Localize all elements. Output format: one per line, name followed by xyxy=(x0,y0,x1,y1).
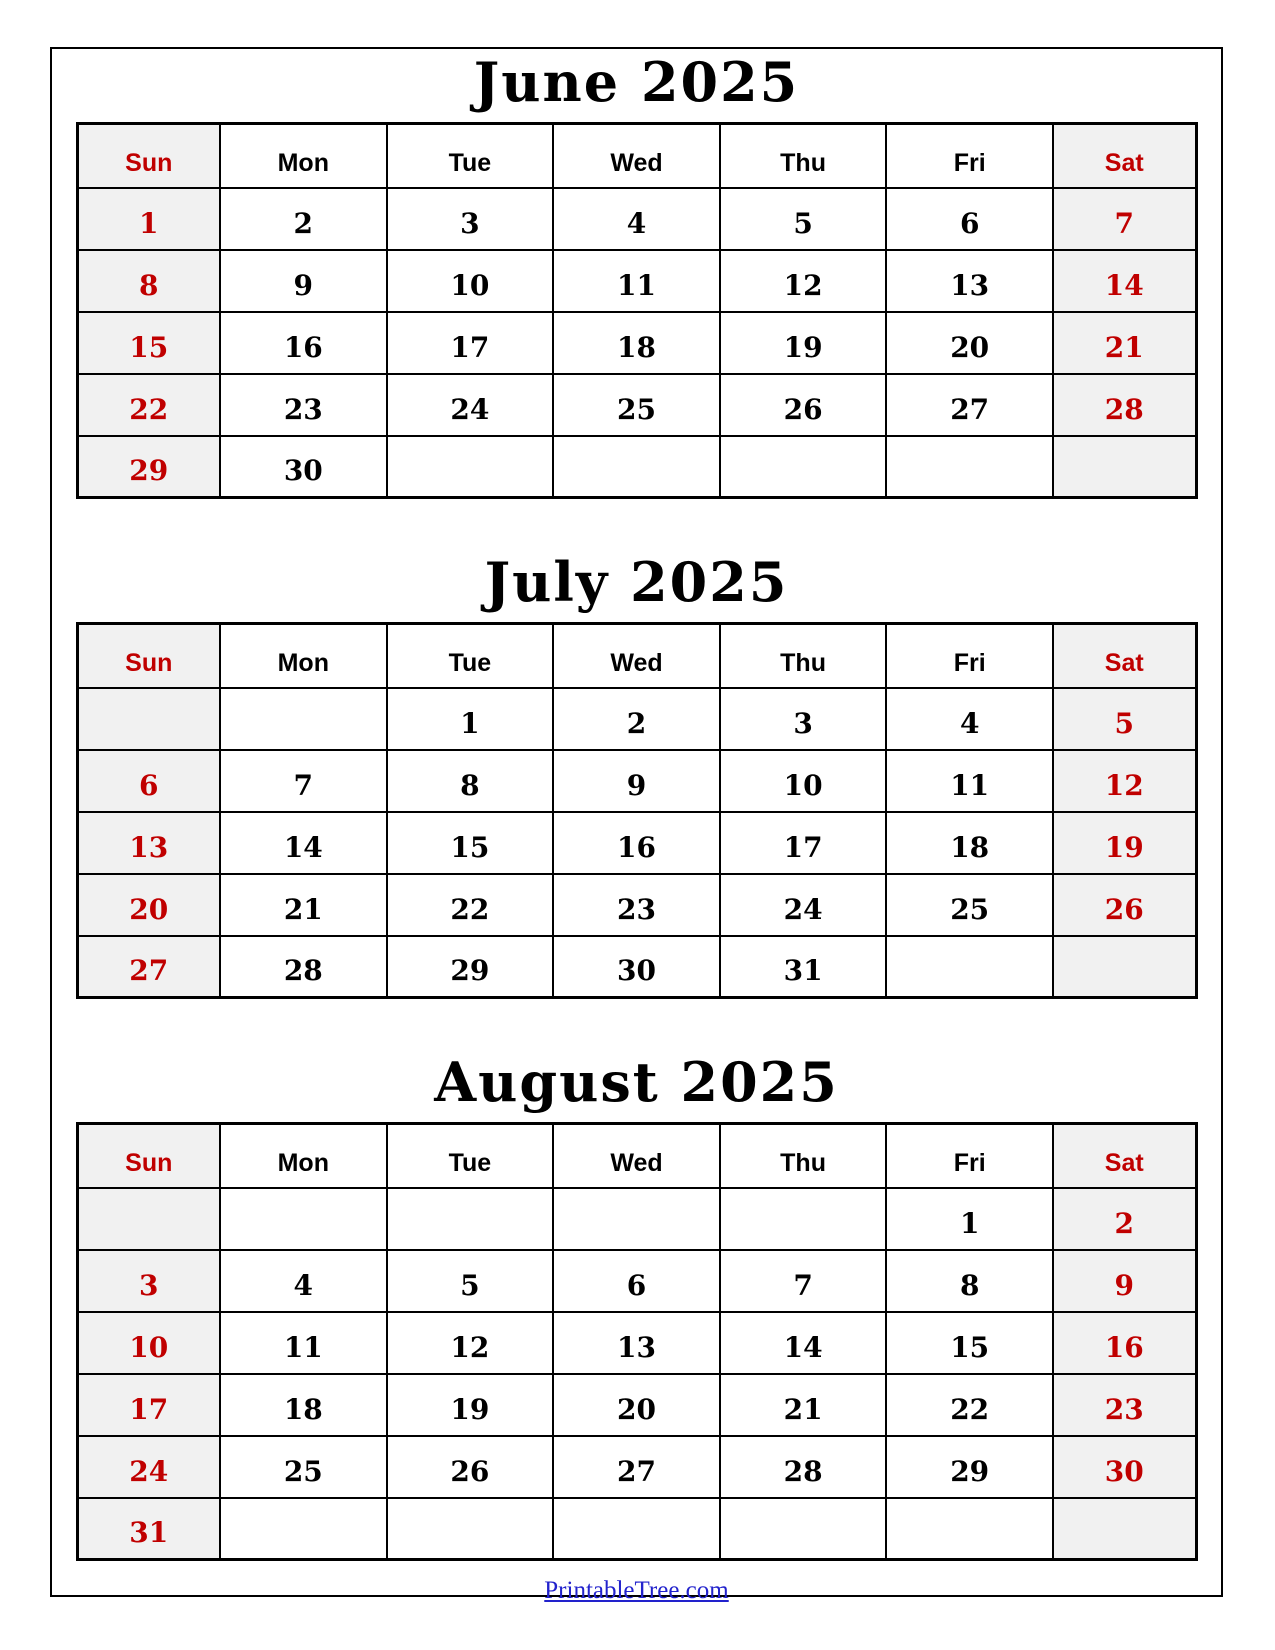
date-cell: 7 xyxy=(220,750,387,812)
day-header-mon: Mon xyxy=(220,1124,387,1188)
month-august xyxy=(52,1050,1221,1561)
date-cell: 23 xyxy=(220,374,387,436)
day-header-thu: Thu xyxy=(720,124,887,188)
week-row xyxy=(77,1250,1196,1312)
date-cell: 26 xyxy=(387,1436,554,1498)
date-cell: 6 xyxy=(77,750,220,812)
day-header-wed: Wed xyxy=(553,624,720,688)
day-header-tue: Tue xyxy=(387,124,554,188)
months-container xyxy=(52,50,1221,1561)
date-cell: 22 xyxy=(886,1374,1053,1436)
date-cell: 26 xyxy=(1053,874,1196,936)
week-row xyxy=(77,1188,1196,1250)
date-cell: 8 xyxy=(886,1250,1053,1312)
date-cell: 25 xyxy=(220,1436,387,1498)
date-cell: 29 xyxy=(886,1436,1053,1498)
date-cell: 17 xyxy=(77,1374,220,1436)
date-cell: 31 xyxy=(77,1498,220,1560)
date-cell: 15 xyxy=(886,1312,1053,1374)
date-cell: 27 xyxy=(553,1436,720,1498)
date-cell: 11 xyxy=(553,250,720,312)
date-cell: 9 xyxy=(220,250,387,312)
date-cell: 9 xyxy=(553,750,720,812)
month-title: June 2025 xyxy=(473,50,800,114)
day-header-tue: Tue xyxy=(387,624,554,688)
week-row xyxy=(77,874,1196,936)
day-header-row xyxy=(77,624,1196,688)
week-row xyxy=(77,750,1196,812)
day-header-fri: Fri xyxy=(886,1124,1053,1188)
day-header-fri: Fri xyxy=(886,624,1053,688)
date-cell: 7 xyxy=(720,1250,887,1312)
day-header-tue: Tue xyxy=(387,1124,554,1188)
date-cell: 17 xyxy=(387,312,554,374)
day-header-wed: Wed xyxy=(553,1124,720,1188)
date-cell: 9 xyxy=(1053,1250,1196,1312)
date-cell: 7 xyxy=(1053,188,1196,250)
date-cell: 3 xyxy=(720,688,887,750)
empty-cell xyxy=(220,1188,387,1250)
july-calendar-table xyxy=(76,622,1198,999)
date-cell: 20 xyxy=(886,312,1053,374)
day-header-mon: Mon xyxy=(220,624,387,688)
date-cell: 21 xyxy=(720,1374,887,1436)
date-cell: 8 xyxy=(77,250,220,312)
day-header-wed: Wed xyxy=(553,124,720,188)
date-cell: 13 xyxy=(553,1312,720,1374)
empty-cell xyxy=(886,936,1053,998)
date-cell: 28 xyxy=(1053,374,1196,436)
week-row xyxy=(77,436,1196,498)
day-header-sat: Sat xyxy=(1053,124,1196,188)
date-cell: 20 xyxy=(553,1374,720,1436)
date-cell: 1 xyxy=(886,1188,1053,1250)
date-cell: 19 xyxy=(720,312,887,374)
date-cell: 22 xyxy=(77,374,220,436)
date-cell: 27 xyxy=(886,374,1053,436)
date-cell: 16 xyxy=(553,812,720,874)
empty-cell xyxy=(886,436,1053,498)
date-cell: 6 xyxy=(553,1250,720,1312)
date-cell: 16 xyxy=(1053,1312,1196,1374)
date-cell: 5 xyxy=(1053,688,1196,750)
empty-cell xyxy=(886,1498,1053,1560)
date-cell: 24 xyxy=(77,1436,220,1498)
week-row xyxy=(77,688,1196,750)
june-calendar-table xyxy=(76,122,1198,499)
empty-cell xyxy=(77,1188,220,1250)
day-header-sun: Sun xyxy=(77,624,220,688)
date-cell: 12 xyxy=(387,1312,554,1374)
week-row xyxy=(77,374,1196,436)
date-cell: 23 xyxy=(553,874,720,936)
date-cell: 25 xyxy=(553,374,720,436)
date-cell: 2 xyxy=(220,188,387,250)
empty-cell xyxy=(387,1498,554,1560)
week-row xyxy=(77,250,1196,312)
date-cell: 2 xyxy=(1053,1188,1196,1250)
date-cell: 27 xyxy=(77,936,220,998)
date-cell: 1 xyxy=(77,188,220,250)
date-cell: 31 xyxy=(720,936,887,998)
date-cell: 4 xyxy=(220,1250,387,1312)
date-cell: 18 xyxy=(220,1374,387,1436)
month-title: July 2025 xyxy=(484,550,789,614)
date-cell: 18 xyxy=(553,312,720,374)
empty-cell xyxy=(553,1188,720,1250)
date-cell: 14 xyxy=(220,812,387,874)
date-cell: 18 xyxy=(886,812,1053,874)
date-cell: 24 xyxy=(387,374,554,436)
day-header-sun: Sun xyxy=(77,1124,220,1188)
date-cell: 1 xyxy=(387,688,554,750)
date-cell: 12 xyxy=(1053,750,1196,812)
printabletree-link[interactable]: PrintableTree.com xyxy=(544,1577,729,1604)
date-cell: 29 xyxy=(77,436,220,498)
day-header-row xyxy=(77,124,1196,188)
date-cell: 21 xyxy=(1053,312,1196,374)
date-cell: 21 xyxy=(220,874,387,936)
date-cell: 10 xyxy=(77,1312,220,1374)
date-cell: 8 xyxy=(387,750,554,812)
date-cell: 30 xyxy=(220,436,387,498)
date-cell: 12 xyxy=(720,250,887,312)
date-cell: 20 xyxy=(77,874,220,936)
date-cell: 26 xyxy=(720,374,887,436)
day-header-sat: Sat xyxy=(1053,624,1196,688)
day-header-fri: Fri xyxy=(886,124,1053,188)
date-cell: 3 xyxy=(387,188,554,250)
week-row xyxy=(77,312,1196,374)
date-cell: 30 xyxy=(553,936,720,998)
day-header-sat: Sat xyxy=(1053,1124,1196,1188)
date-cell: 30 xyxy=(1053,1436,1196,1498)
month-july xyxy=(52,550,1221,999)
week-row xyxy=(77,1312,1196,1374)
empty-cell xyxy=(553,436,720,498)
empty-cell xyxy=(220,1498,387,1560)
week-row xyxy=(77,812,1196,874)
day-header-sun: Sun xyxy=(77,124,220,188)
date-cell: 29 xyxy=(387,936,554,998)
date-cell: 2 xyxy=(553,688,720,750)
empty-cell xyxy=(1053,1498,1196,1560)
date-cell: 13 xyxy=(77,812,220,874)
day-header-mon: Mon xyxy=(220,124,387,188)
date-cell: 24 xyxy=(720,874,887,936)
empty-cell xyxy=(720,1498,887,1560)
date-cell: 6 xyxy=(886,188,1053,250)
month-title: August 2025 xyxy=(434,1050,839,1114)
empty-cell xyxy=(720,436,887,498)
date-cell: 5 xyxy=(720,188,887,250)
august-calendar-table xyxy=(76,1122,1198,1561)
month-june xyxy=(52,50,1221,499)
page-frame xyxy=(50,47,1223,1604)
empty-cell xyxy=(387,1188,554,1250)
date-cell: 4 xyxy=(553,188,720,250)
empty-cell xyxy=(1053,936,1196,998)
day-header-row xyxy=(77,1124,1196,1188)
week-row xyxy=(77,188,1196,250)
page-footer xyxy=(52,1577,1221,1605)
date-cell: 22 xyxy=(387,874,554,936)
date-cell: 17 xyxy=(720,812,887,874)
date-cell: 19 xyxy=(1053,812,1196,874)
date-cell: 11 xyxy=(220,1312,387,1374)
date-cell: 19 xyxy=(387,1374,554,1436)
day-header-thu: Thu xyxy=(720,624,887,688)
date-cell: 14 xyxy=(720,1312,887,1374)
date-cell: 10 xyxy=(720,750,887,812)
date-cell: 10 xyxy=(387,250,554,312)
date-cell: 25 xyxy=(886,874,1053,936)
date-cell: 28 xyxy=(720,1436,887,1498)
date-cell: 3 xyxy=(77,1250,220,1312)
empty-cell xyxy=(387,436,554,498)
week-row xyxy=(77,1374,1196,1436)
week-row xyxy=(77,1436,1196,1498)
date-cell: 23 xyxy=(1053,1374,1196,1436)
date-cell: 16 xyxy=(220,312,387,374)
empty-cell xyxy=(220,688,387,750)
empty-cell xyxy=(1053,436,1196,498)
date-cell: 5 xyxy=(387,1250,554,1312)
empty-cell xyxy=(553,1498,720,1560)
empty-cell xyxy=(77,688,220,750)
date-cell: 14 xyxy=(1053,250,1196,312)
week-row xyxy=(77,1498,1196,1560)
date-cell: 4 xyxy=(886,688,1053,750)
date-cell: 11 xyxy=(886,750,1053,812)
date-cell: 15 xyxy=(77,312,220,374)
date-cell: 15 xyxy=(387,812,554,874)
day-header-thu: Thu xyxy=(720,1124,887,1188)
date-cell: 13 xyxy=(886,250,1053,312)
week-row xyxy=(77,936,1196,998)
empty-cell xyxy=(720,1188,887,1250)
date-cell: 28 xyxy=(220,936,387,998)
